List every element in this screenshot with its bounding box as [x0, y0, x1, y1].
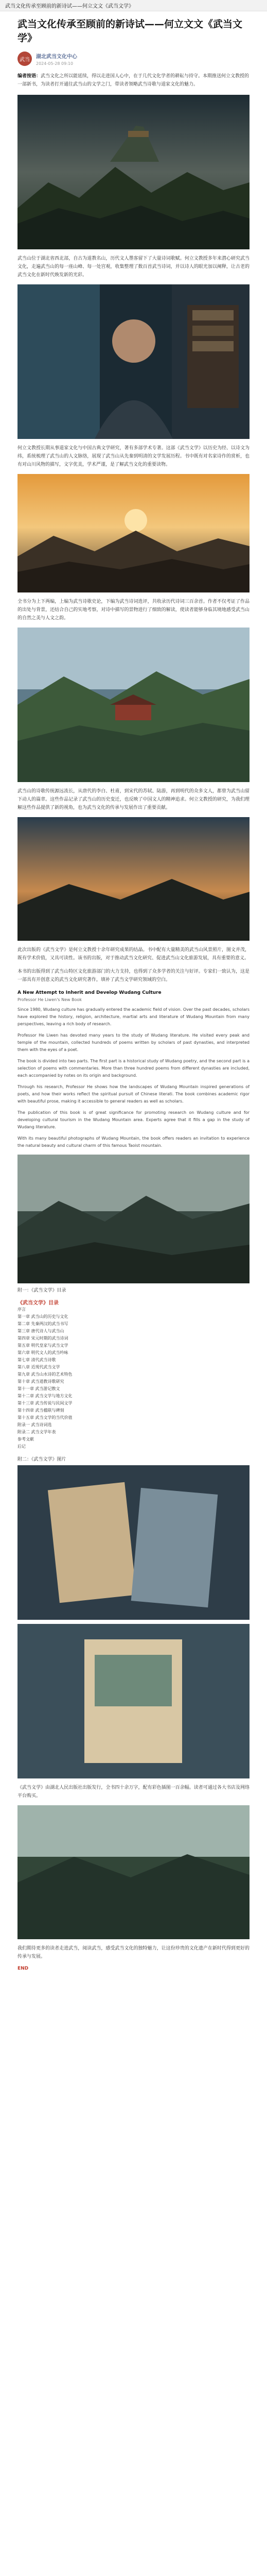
toc-item: 第三章 唐代诗人与武当山	[17, 1329, 64, 1333]
toc-item: 附录二 武当文学年表	[17, 1430, 56, 1434]
author-name[interactable]: 湖北武当文化中心	[36, 54, 77, 60]
toc-item: 第一章 武当山的历史与文化	[17, 1314, 68, 1319]
toc-item: 第十三章 武当传说与民间文学	[17, 1401, 73, 1405]
toc-item: 第九章 武当山水诗的艺术特色	[17, 1372, 73, 1377]
toc-item: 第十二章 武当文学与地方文化	[17, 1394, 73, 1398]
tab-title: 武当文化传承至顾前的新诗试——何立文文《武当文学》	[5, 4, 134, 9]
toc-item: 第二章 先秦两汉的武当书写	[17, 1321, 68, 1326]
misty-mountain-image	[17, 1155, 250, 1283]
toc-item: 第六章 明代文人的武当吟咏	[17, 1350, 68, 1355]
english-paragraph-4: Through his research, Professor He shows how the landscapes of Wudang Mountain inspired generations of poets, and how their works reflect the spiritual pursuit of Chinese literati. The book combines academic rigor with beautiful prose, making it accessible to general readers as well as scholars.	[17, 1084, 250, 1104]
dawn-mountain-image	[17, 817, 250, 941]
english-paragraph-1: Since 1980, Wudang culture has gradually entered the academic field of vision. Over the past decades, scholars have explored the history, religion, architecture, martial arts and literature of Wudang Mountain from many perspectives, leaving a rich body of research.	[17, 1007, 250, 1026]
author-portrait-image	[17, 284, 250, 439]
english-paragraph-2: Professor He Liwen has devoted many years to the study of Wudang literature. He visited every peak and temple of the mountain, collected hundreds of poems written by scholars of past dynasties, and interpreted them with the eyes of a poet.	[17, 1033, 250, 1052]
toc-item: 第五章 明代皇家与武当文学	[17, 1343, 68, 1348]
article-content	[0, 11, 267, 1971]
hero-mountain-image	[17, 95, 250, 249]
body-paragraph-5: 此次出版的《武当文学》是何立文教授十余年研究成果的结晶。书中配有大量精美的武当山风景照片，图文并茂，既有学术价值，又具可读性。该书的出版，对于推动武当文化研究、促进武当山文化旅游发展，具有重要的意义。	[17, 947, 250, 961]
closing-landscape-image	[17, 1805, 250, 1939]
toc-item: 第四章 宋元时期的武当诗词	[17, 1336, 68, 1341]
caption-appendix-1: 附一：《武当文学》目录	[17, 1288, 66, 1293]
toc-item: 第八章 近现代武当文学	[17, 1365, 60, 1369]
article-meta	[17, 52, 250, 66]
temple-landscape-image	[17, 628, 250, 782]
body-paragraph-2: 何立文教授长期从事道家文化与中国古典文学研究，著有多部学术专著。这部《武当文学》以历史为经、以诗文为纬，系统梳理了武当山的人文脉络，展现了武当山从先秦到明清的文学发展历程。书中既有对名家诗作的赏析，也有对山川风物的描写，文字优美，学术严谨，是了解武当文化的重要读物。	[17, 446, 250, 467]
body-paragraph-3: 全书分为上下两编，上编为武当诗歌史论，下编为武当诗词选评，共收录历代诗词三百余首。作者不仅考证了作品的出处与背景，还结合自己的实地考察，对诗中描写的景物进行了细致的解读，使读者能够身临其境地感受武当山的自然之美与人文之韵。	[17, 599, 250, 621]
body-paragraph-8: 我们期待更多的读者走进武当，阅读武当，感受武当文化的独特魅力，让这份珍贵的文化遗产在新时代得到更好的传承与发展。	[17, 1946, 250, 1959]
toc-item: 第十一章 武当游记散文	[17, 1386, 60, 1391]
toc-item: 第十章 武当道教诗歌研究	[17, 1379, 64, 1384]
english-byline: Professor He Liwen's New Book	[17, 997, 82, 1002]
avatar[interactable]: 武当	[17, 52, 32, 66]
body-paragraph-4: 武当山的诗歌传统源远流长，从唐代的李白、杜甫，到宋代的苏轼、陆游，再到明代的众多文人，都曾为武当山留下动人的篇章。这些作品记录了武当山的历史变迁，也反映了中国文人的精神追求。何立文教授的研究，为我们理解这些作品提供了新的视角，也为武当文化的传承与发展作出了重要贡献。	[17, 789, 250, 810]
end-marker: END	[17, 1966, 29, 1971]
english-paragraph-5: The publication of this book is of great significance for promoting research on Wudang culture and for developing cultural tourism in the Wudang Mountain area. Experts agree that it fills a gap in the study of Wudang literature.	[17, 1110, 250, 1129]
toc-title: 《武当文学》目录	[17, 1300, 59, 1306]
caption-appendix-2: 附二：《武当文学》图片	[17, 1457, 66, 1462]
book-cover-photo-2	[17, 1624, 250, 1778]
toc-item: 后记	[17, 1444, 26, 1449]
toc-item: 第十五章 武当文学的当代价值	[17, 1415, 73, 1420]
article-title: 武当文化传承至顾前的新诗试——何立文文《武当文学》	[17, 19, 243, 44]
toc-item: 第七章 清代武当诗歌	[17, 1358, 56, 1362]
english-heading: A New Attempt to Inherit and Develop Wudang Culture	[17, 990, 162, 995]
english-paragraph-6: With its many beautiful photographs of Wudang Mountain, the book offers readers an invitation to experience the natural beauty and cultural charm of this famous Taoist mountain.	[17, 1136, 250, 1148]
sunset-mountain-image	[17, 474, 250, 592]
publish-date: 2024-05-28 09:10	[36, 61, 74, 66]
lead-text: 武当文化之所以能延续，得以走进国人心中，在于几代文化学者的耕耘与持守。本期推送何立文教授的一部新书，为读者打开通往武当山的文学之门，带读者领略武当诗歌与道家文化的魅力。	[17, 74, 250, 87]
body-paragraph-1: 武当山位于湖北省西北部，自古为道教名山，历代文人墨客留下了大量诗词歌赋。何立文教授多年来潜心研究武当文化，走遍武当山的每一座山峰、每一处宫观，收集整理了数百首武当诗词，并以诗人的眼光加以阐释，让古老的武当文化在新时代焕发新的光彩。	[17, 256, 250, 278]
toc-item: 序言	[17, 1307, 26, 1312]
toc-list	[17, 1306, 250, 1450]
book-cover-photo-1	[17, 1465, 250, 1620]
body-paragraph-6: 本书的出版得到了武当山特区文化旅游部门的大力支持，也得到了众多学者的关注与好评。专家们一致认为，这是一部具有开创意义的武当文化研究著作，填补了武当文学研究领域的空白。	[17, 969, 250, 982]
toc-item: 附录一 武当诗词选	[17, 1422, 52, 1427]
lead-paragraph	[17, 72, 250, 89]
toc-item: 第十四章 武当楹联与碑刻	[17, 1408, 64, 1413]
english-paragraph-3: The book is divided into two parts. The first part is a historical study of Wudang poetry, and the second part is a selection of poems with commentaries. More than three hundred poems from different dynasties are included, each accompanied by notes on its origin and background.	[17, 1059, 250, 1078]
lead-prefix: 编者按语：	[17, 74, 41, 79]
toc-item: 参考文献	[17, 1437, 34, 1442]
body-paragraph-7: 《武当文学》由湖北人民出版社出版发行，全书四十余万字，配有彩色插图一百余幅。读者可通过各大书店及网络平台购买。	[17, 1785, 250, 1799]
browser-topbar	[0, 0, 267, 11]
